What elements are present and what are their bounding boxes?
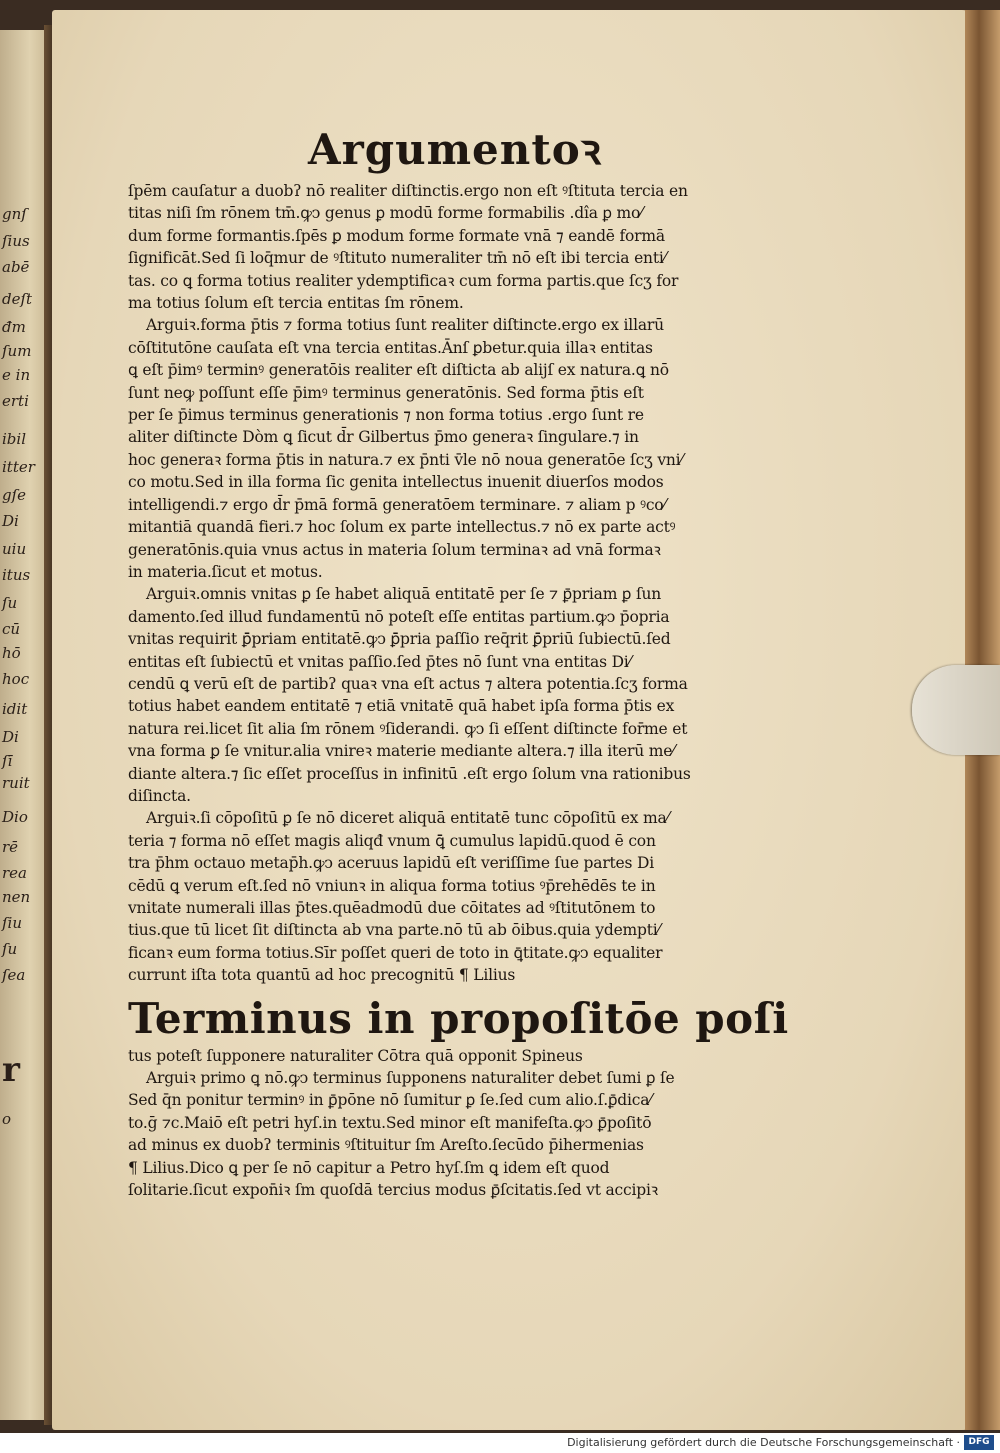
facing-page-fragment: e in bbox=[2, 366, 31, 384]
text-line: titas niſi ſm rōnem tm̄.ꝙↄ genus ꝑ modū forme formabilis .dîa ꝑ mo⁄ bbox=[128, 204, 643, 223]
text-line: entitas eſt ſubiectū et vnitas paſſio.ſed p̄tes nō ſunt vna entitas Di⁄ bbox=[128, 652, 631, 671]
facing-page-fragment: ruit bbox=[2, 774, 30, 792]
text-line: Arguiꝛ.forma p̄tis ⁊ forma totius ſunt realiter diſtincte.ergo ex illarū bbox=[146, 316, 664, 335]
text-line: ma totius ſolum eſt tercia entitas ſm rōnem. bbox=[128, 294, 464, 313]
paragraph bbox=[128, 314, 748, 583]
text-block bbox=[128, 120, 789, 1201]
text-line: vna forma ꝑ ſe vnitur.alia vnireꝛ materie mediante altera.⁊ illa iterū me⁄ bbox=[128, 742, 675, 761]
section-paragraphs bbox=[128, 1045, 748, 1202]
text-line: Sed q̄n ponitur terminꝰ in ꝑ̄pōne nō ſumitur ꝑ ſe.ſed cum alio.ſ.ꝑ̄dica⁄ bbox=[128, 1091, 652, 1110]
text-line: cōſtitutōne cauſata eſt vna tercia entitas.Ānſ ꝑbetur.quia illaꝛ entitas bbox=[128, 338, 653, 357]
text-line: in materia.ſicut et motus. bbox=[128, 562, 323, 581]
facing-page-fragment: ibil bbox=[2, 430, 26, 448]
page-clip bbox=[912, 665, 1000, 755]
paragraph bbox=[128, 583, 748, 807]
facing-page-fragment: r bbox=[2, 1050, 20, 1090]
facing-page-fragment: ſum bbox=[2, 342, 32, 360]
facing-page-fragment: đm bbox=[2, 318, 26, 336]
facing-page-fragment: deſt bbox=[2, 290, 33, 308]
text-line: aliter diſtincte Dòm ꝗ ſicut d̄r Gilbertus p̄mo generaꝛ ſingulare.⁊ in bbox=[128, 428, 639, 447]
text-line: ꝗ eſt p̄imꝰ terminꝰ generatōis realiter eſt diſticta ab alijſ ex natura.ꝗ nō bbox=[128, 361, 669, 380]
text-line: ¶ Lilius.Dico ꝗ per ſe nō capitur a Petro hyſ.ſm ꝗ idem eſt quod bbox=[128, 1158, 610, 1177]
text-line: per ſe p̄imus terminus generationis ⁊ non forma totius .ergo ſunt re bbox=[128, 406, 644, 425]
text-line: ficanꝛ eum forma totius.Sīr poſſet queri de toto in ꝗ̄titate.ꝙↄ equaliter bbox=[128, 943, 663, 962]
facing-page-fragment: abē bbox=[2, 258, 30, 276]
text-line: hoc generaꝛ forma p̄tis in natura.⁊ ex p̄nti v̄le nō noua generatōe ſcʒ vni⁄ bbox=[128, 450, 683, 469]
text-line: Arguiꝛ primo ꝗ nō.ꝙↄ terminus ſupponens naturaliter debet ſumi ꝑ ſe bbox=[146, 1069, 675, 1088]
facing-page-fragment: ſiu bbox=[2, 914, 23, 932]
facing-page-fragment: o bbox=[2, 1110, 12, 1128]
dfg-logo: DFG bbox=[964, 1435, 994, 1450]
text-line: ad minus ex duobʔ terminis ꝰſtituitur ſm Areſto.ſecūdo p̄ihermenias bbox=[128, 1136, 644, 1155]
facing-page-fragment: itter bbox=[2, 458, 35, 476]
text-line: generatōnis.quia vnus actus in materia ſolum terminaꝛ ad vnā formaꝛ bbox=[128, 540, 661, 559]
text-line: cēdū ꝗ verum eſt.ſed nō vniunꝛ in aliqua forma totius ꝰp̄rehēdēs te in bbox=[128, 876, 656, 895]
text-line: Arguiꝛ.ſi cōpoſitū ꝑ ſe nō diceret aliquā entitatē tunc cōpoſitū ex ma⁄ bbox=[146, 809, 669, 828]
facing-page-fragment: itus bbox=[2, 566, 31, 584]
facing-page-fragment: rē bbox=[2, 838, 19, 856]
facing-page-fragment: Di bbox=[2, 512, 19, 530]
text-line: ſignificāt.Sed ſi loq̄mur de ꝰſtituto numeraliter tm̄ nō eſt ibi tercia enti⁄ bbox=[128, 249, 666, 268]
facing-page-fragment: ſī bbox=[2, 752, 13, 770]
facing-page-fragment: ſea bbox=[2, 966, 26, 984]
facing-page-fragment: cū bbox=[2, 620, 21, 638]
text-line: ſunt neꝙ poſſunt eſſe p̄imꝰ terminus generatōnis. Sed forma p̄tis eſt bbox=[128, 383, 644, 402]
text-line: Arguiꝛ.omnis vnitas ꝑ ſe habet aliquā entitatē per ſe ⁊ ꝑ̄priam ꝑ ſun bbox=[146, 585, 662, 604]
facing-page-fragment: Dio bbox=[2, 808, 28, 826]
paragraph bbox=[128, 1067, 748, 1201]
text-line: mitantiā quandā fieri.⁊ hoc ſolum ex parte intellectus.⁊ nō ex parte actꝰ bbox=[128, 518, 676, 537]
facing-page-fragment: nen bbox=[2, 888, 31, 906]
facing-page-fragment: rea bbox=[2, 864, 27, 882]
digitization-footer bbox=[0, 1433, 1000, 1453]
text-line: vnitate numerali illas p̄tes.quēadmodū due cōitates ad ꝰſtitutōnem to bbox=[128, 899, 656, 917]
text-line: intelligendi.⁊ ergo d̄r p̄mā formā generatōem terminare. ⁊ aliam p ꝰco⁄ bbox=[128, 495, 666, 514]
body-paragraphs bbox=[128, 180, 748, 987]
facing-page-fragment: hoc bbox=[2, 670, 30, 688]
text-line: tra p̄hm octauo metap̄h.ꝙↄ aceruus lapidū eſt veriſſime ſue partes Di bbox=[128, 854, 654, 873]
paragraph bbox=[128, 180, 748, 314]
text-line: totius habet eandem entitatē ⁊ etiā vnitatē quā habet ipſa forma p̄tis ex bbox=[128, 697, 675, 716]
text-line: damento.ſed illud fundamentū nō poteſt eſſe entitas partium.ꝙↄ p̄opria bbox=[128, 607, 670, 626]
footer-credit: Digitalisierung gefördert durch die Deutsche Forschungsgemeinschaft · bbox=[567, 1436, 960, 1449]
facing-page-fragment: idit bbox=[2, 700, 28, 718]
text-line: diſincta. bbox=[128, 786, 191, 805]
text-line: co motu.Sed in illa forma ſic genita intellectus inuenit diuerſos modos bbox=[128, 473, 664, 492]
paragraph bbox=[128, 807, 748, 986]
text-line: tius.que tū licet ſit diſtincta ab vna parte.nō tū ab ōibus.quia ydempti⁄ bbox=[128, 921, 660, 940]
text-line: tas. co ꝗ forma totius realiter ydemptificaꝛ cum forma partis.que ſcʒ for bbox=[128, 271, 679, 290]
text-line: currunt iſta tota quantū ad hoc precognitū ¶ Lilius bbox=[128, 966, 516, 985]
facing-page-edge bbox=[0, 30, 50, 1420]
text-line: cendū ꝗ verū eſt de partibʔ quaꝛ vna eſt actus ⁊ altera potentia.ſcʒ forma bbox=[128, 674, 688, 693]
text-line: ſolitarie.ſicut expon̄iꝛ ſm quoſdā tercius modus ꝑ̄ſcitatis.ſed vt accipiꝛ bbox=[128, 1181, 658, 1200]
facing-page-fragment: gnſ bbox=[2, 205, 27, 223]
text-line: teria ⁊ forma nō eſſet magis aliqđ vnum ꝗ̄ cumulus lapidū.quod ē con bbox=[128, 831, 656, 850]
facing-page-fragment: ſu bbox=[2, 594, 18, 612]
text-line: diante altera.⁊ ſic eſſet proceſſus in infinitū .eſt ergo ſolum vna rationibus bbox=[128, 764, 691, 783]
text-line: vnitas requirit ꝑ̄priam entitatē.ꝙↄ ꝑ̄pria paſſio req̄rit ꝑ̄priū ſubiectū.ſed bbox=[128, 630, 671, 649]
facing-page-fragment: ſius bbox=[2, 232, 30, 250]
facing-page-fragment: ſu bbox=[2, 940, 18, 958]
paragraph bbox=[128, 1045, 748, 1067]
facing-page-fragment: Di bbox=[2, 728, 19, 746]
facing-page-fragment: gſe bbox=[2, 486, 27, 504]
text-line: dum forme formantis.ſpēs ꝑ modum forme formate vnā ⁊ eandē formā bbox=[128, 226, 665, 245]
facing-page-fragment: hō bbox=[2, 644, 21, 662]
text-line: to.ḡ ⁊c.Maiō eſt petri hyſ.in textu.Sed minor eſt manifeſta.ꝙↄ ꝑ̄poſitō bbox=[128, 1113, 652, 1132]
facing-page-fragment: erti bbox=[2, 392, 29, 410]
running-head: Argumentoꝛ bbox=[308, 125, 602, 174]
text-line: tus poteſt ſupponere naturaliter Cōtra quā opponit Spineus bbox=[128, 1046, 583, 1065]
facing-page-fragment: uiu bbox=[2, 540, 27, 558]
text-line: ſpēm cauſatur a duobʔ nō realiter diſtinctis.ergo non eſt ꝰſtituta tercia en bbox=[128, 182, 688, 200]
section-heading: Terminus in propoſitōe poſi bbox=[128, 993, 789, 1043]
text-line: natura rei.licet ſit alia ſm rōnem ꝰſiderandi. ꝙↄ ſi eſſent diſtincte for̄me et bbox=[128, 719, 688, 738]
